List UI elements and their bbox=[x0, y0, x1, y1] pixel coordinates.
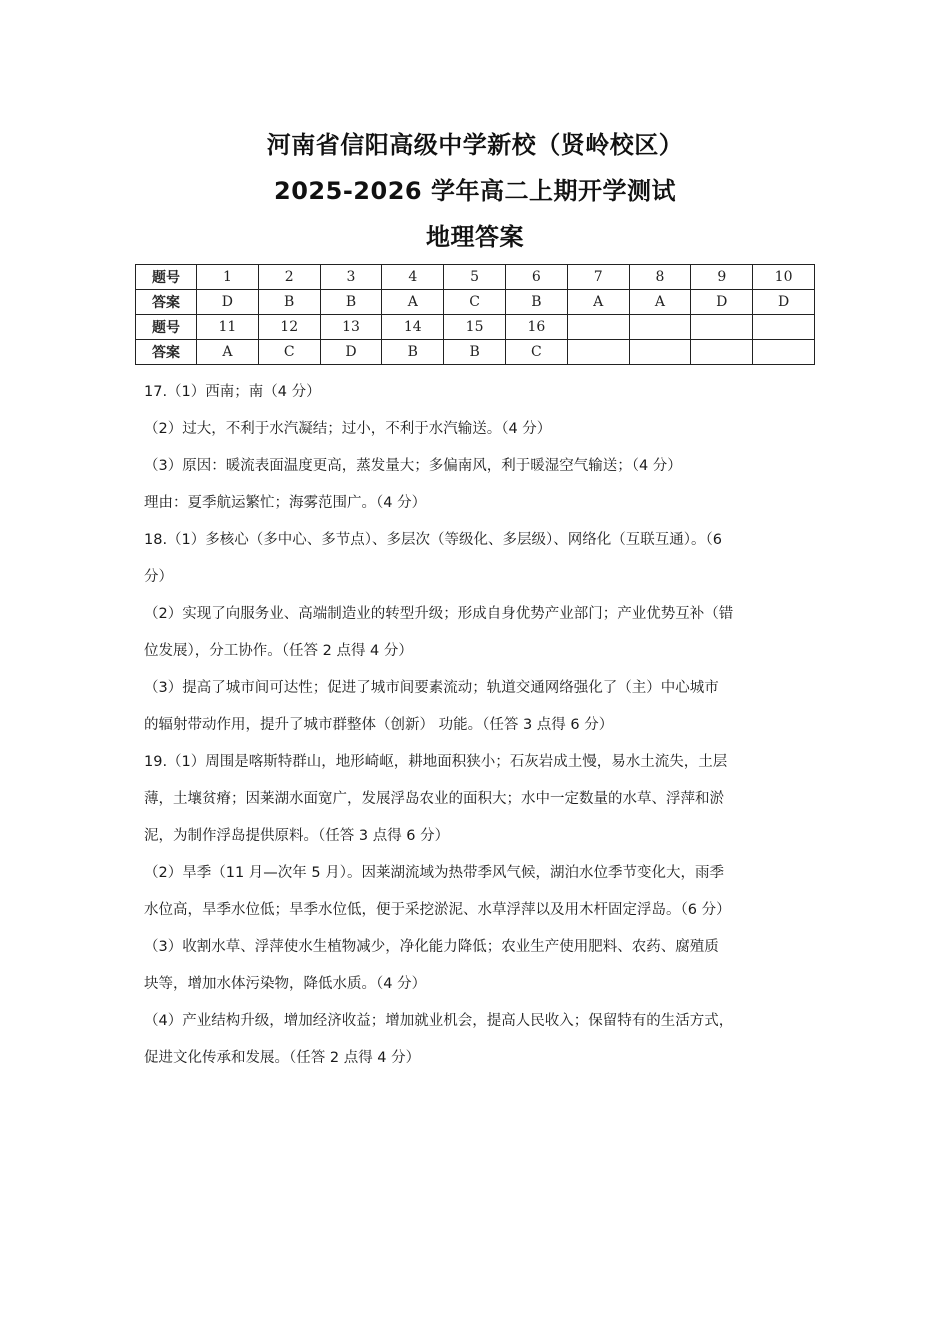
answer-cell: B bbox=[505, 290, 567, 315]
answer-line: （3）原因：暖流表面温度更高，蒸发量大；多偏南风，利于暖湿空气输送；（4 分） bbox=[144, 458, 682, 474]
answer-cell: B bbox=[382, 340, 444, 365]
question-number-cell: 8 bbox=[629, 265, 691, 290]
question-number-cell: 5 bbox=[444, 265, 506, 290]
row-label-number: 题号 bbox=[136, 315, 197, 340]
question-number-cell bbox=[691, 315, 753, 340]
answer-line: 水位高，旱季水位低；旱季水位低，便于采挖淤泥、水草浮萍以及用木杆固定浮岛。（6 分） bbox=[144, 902, 731, 918]
answer-cell bbox=[753, 340, 815, 365]
answer-cell bbox=[567, 340, 629, 365]
answer-row bbox=[136, 290, 815, 315]
answer-cell: B bbox=[444, 340, 506, 365]
answer-line: （2）旱季（11 月—次年 5 月）。因莱湖流域为热带季风气候，湖泊水位季节变化大，雨季 bbox=[144, 865, 724, 881]
answer-line: 泥，为制作浮岛提供原料。（任答 3 点得 6 分） bbox=[144, 828, 450, 844]
answer-cell bbox=[691, 340, 753, 365]
answer-line: 17.（1）西南；南（4 分） bbox=[144, 384, 321, 400]
answer-cell: B bbox=[320, 290, 382, 315]
question-number-cell bbox=[753, 315, 815, 340]
answer-line: 19.（1）周围是喀斯特群山，地形崎岖，耕地面积狭小；石灰岩成土慢，易水土流失，土层 bbox=[144, 754, 728, 770]
document-header bbox=[0, 122, 950, 260]
question-number-cell: 16 bbox=[505, 315, 567, 340]
answer-row bbox=[136, 340, 815, 365]
answer-line: 的辐射带动作用，提升了城市群整体（创新） 功能。（任答 3 点得 6 分） bbox=[144, 717, 614, 733]
answer-cell: D bbox=[197, 290, 259, 315]
question-number-cell: 13 bbox=[320, 315, 382, 340]
school-title: 河南省信阳高级中学新校（贤岭校区） bbox=[266, 131, 684, 159]
answer-line: （2）过大，不利于水汽凝结；过小，不利于水汽输送。（4 分） bbox=[144, 421, 552, 437]
question-number-cell bbox=[629, 315, 691, 340]
question-number-cell: 14 bbox=[382, 315, 444, 340]
question-number-cell: 11 bbox=[197, 315, 259, 340]
question-number-cell: 4 bbox=[382, 265, 444, 290]
question-number-cell: 1 bbox=[197, 265, 259, 290]
answer-line: 块等，增加水体污染物，降低水质。（4 分） bbox=[144, 976, 427, 992]
answer-line: 分） bbox=[144, 569, 173, 585]
question-number-cell: 7 bbox=[567, 265, 629, 290]
answer-line: 促进文化传承和发展。（任答 2 点得 4 分） bbox=[144, 1050, 421, 1066]
answer-cell: A bbox=[567, 290, 629, 315]
answer-cell: D bbox=[691, 290, 753, 315]
answer-line: 位发展），分工协作。（任答 2 点得 4 分） bbox=[144, 643, 413, 659]
answer-line: 理由：夏季航运繁忙；海雾范围广。（4 分） bbox=[144, 495, 427, 511]
question-number-cell: 12 bbox=[258, 315, 320, 340]
answer-cell: D bbox=[320, 340, 382, 365]
answer-table bbox=[135, 264, 815, 365]
question-number-cell: 15 bbox=[444, 315, 506, 340]
answer-explanations bbox=[144, 374, 816, 1077]
row-label-answer: 答案 bbox=[136, 290, 197, 315]
question-number-cell: 9 bbox=[691, 265, 753, 290]
answer-cell: C bbox=[444, 290, 506, 315]
answer-cell: B bbox=[258, 290, 320, 315]
question-number-cell: 10 bbox=[753, 265, 815, 290]
answer-cell: A bbox=[382, 290, 444, 315]
row-label-number: 题号 bbox=[136, 265, 197, 290]
row-label-answer: 答案 bbox=[136, 340, 197, 365]
answer-line: 薄，土壤贫瘠；因莱湖水面宽广，发展浮岛农业的面积大；水中一定数量的水草、浮萍和淤 bbox=[144, 791, 724, 807]
answer-cell: D bbox=[753, 290, 815, 315]
answer-line: （4）产业结构升级，增加经济收益；增加就业机会，提高人民收入；保留特有的生活方式， bbox=[144, 1013, 734, 1029]
answer-line: （3）收割水草、浮萍使水生植物减少，净化能力降低；农业生产使用肥料、农药、腐殖质 bbox=[144, 939, 719, 955]
question-number-row bbox=[136, 265, 815, 290]
answer-cell: A bbox=[197, 340, 259, 365]
answer-cell: C bbox=[505, 340, 567, 365]
answer-cell: C bbox=[258, 340, 320, 365]
answer-cell bbox=[629, 340, 691, 365]
question-number-cell bbox=[567, 315, 629, 340]
question-number-cell: 2 bbox=[258, 265, 320, 290]
answer-line: 18.（1）多核心（多中心、多节点）、多层次（等级化、多层级）、网络化（互联互通）。（6 bbox=[144, 532, 723, 548]
subject-title: 地理答案 bbox=[426, 223, 524, 251]
answer-line: （3）提高了城市间可达性；促进了城市间要素流动；轨道交通网络强化了（主）中心城市 bbox=[144, 680, 719, 696]
answer-cell: A bbox=[629, 290, 691, 315]
exam-title: 2025-2026 学年高二上期开学测试 bbox=[274, 177, 676, 205]
question-number-cell: 6 bbox=[505, 265, 567, 290]
answer-line: （2）实现了向服务业、高端制造业的转型升级；形成自身优势产业部门；产业优势互补（错 bbox=[144, 606, 734, 622]
question-number-cell: 3 bbox=[320, 265, 382, 290]
question-number-row bbox=[136, 315, 815, 340]
